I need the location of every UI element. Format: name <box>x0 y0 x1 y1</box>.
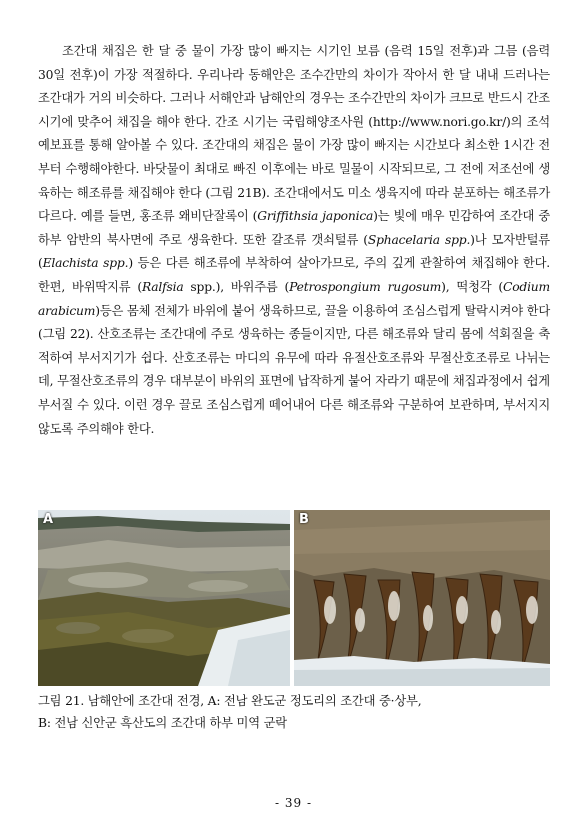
page-number: - 39 - <box>274 796 312 810</box>
photo-label-b: B <box>299 512 309 527</box>
species-ralfsia: Ralfsia <box>141 279 184 294</box>
photo-label-a: A <box>43 512 54 527</box>
species-petrospongium: Petrospongium rugosum <box>289 279 442 294</box>
text-segment-6: ), 떡청각 ( <box>441 279 503 294</box>
text-segment-7: )등은 몸체 전체가 바위에 붙어 생육하므로, 끌을 이용하여 조심스럽게 탈락시켜야 한다 (그림 22). 산호조류는 조간대에 주로 생육하는 종들이지만, 다른 해조류와 달리 몸에 석회질을 축적하여 부서지기가 쉽다. 산호조류는 마디의 유무에 따라 유절산호조류와 무절산호조류로 나뉘는데, 무절산호조류의 경우 대부분이 바위의 표면에 납작하게 붙어 자라기 때문에 채집과정에서 쉽게 부서질 수 있다. 이런 경우 끌로 조심스럽게 떼어내어 다른 해조류와 구분하여 보관하며, 부서지지 않도록 주의해야 한다. <box>38 303 550 436</box>
text-segment-2: )는 빛에 매우 민감하여 조간대 중하부 암반의 북사면에 주로 생육한다. 또한 갈조류 갯쇠털류 ( <box>38 209 550 247</box>
species-codium: Codium arabicum <box>38 279 550 318</box>
species-elachista: Elachista spp. <box>42 256 129 271</box>
figure-caption <box>38 690 550 734</box>
caption-line-2: B: 전남 신안군 흑산도의 조간대 하부 미역 군락 <box>38 716 287 730</box>
text-segment-3: )나 모자반털류 ( <box>38 232 550 271</box>
species-griffithsia: Griffithsia japonica <box>257 209 374 224</box>
text-segment-4: ) 등은 다른 해조류에 부착하여 살아가므로, 주의 깊게 관찰하여 채집해야 한다. 한편, 바위딱지류 ( <box>38 256 550 294</box>
caption-line-1: 그림 21. 남해안에 조간대 전경, A: 전남 완도군 정도리의 조간대 중·상부, <box>38 694 422 708</box>
text-segment-1: 조간대 채집은 한 달 중 물이 가장 많이 빠지는 시기인 보름 (음력 15일 전후)과 그믐 (음력 30일 전후)이 가장 적절하다. 우리나라 동해안은 조수간만의 차이가 작아서 한 달 내내 드러나는 조간대가 거의 비슷하다. 그러나 서해안과 남해안의 경우는 조수간만의 차이가 크므로 반드시 간조시기에 맞추어 채집을 해야 한다. 간조 시기는 국립해양조사원 (http://www.nori.go.kr/)의 조석 예보표를 통해 알아볼 수 있다. 조간대의 채집은 물이 가장 많이 빠지는 시간보다 최소한 1시간 전부터 수행해야한다. 바닷물이 최대로 빠진 이후에는 바로 밀물이 시작되므로, 그 전에 저조선에 생육하는 해조류를 채집해야 한다 (그림 21B). 조간대에서도 미소 생육지에 따라 분포하는 해조류가 다르다. 예를 들면, 홍조류 왜비단잘록이 ( <box>38 44 550 224</box>
body-paragraph <box>38 40 550 441</box>
photo-seaweed-colony <box>294 510 550 686</box>
text-segment-5: spp.), 바위주름 ( <box>183 279 290 294</box>
paragraph-text <box>38 40 550 441</box>
figure-21 <box>38 510 550 686</box>
species-sphacelaria: Sphacelaria spp. <box>367 232 471 247</box>
photo-intertidal-rocks <box>38 510 290 686</box>
